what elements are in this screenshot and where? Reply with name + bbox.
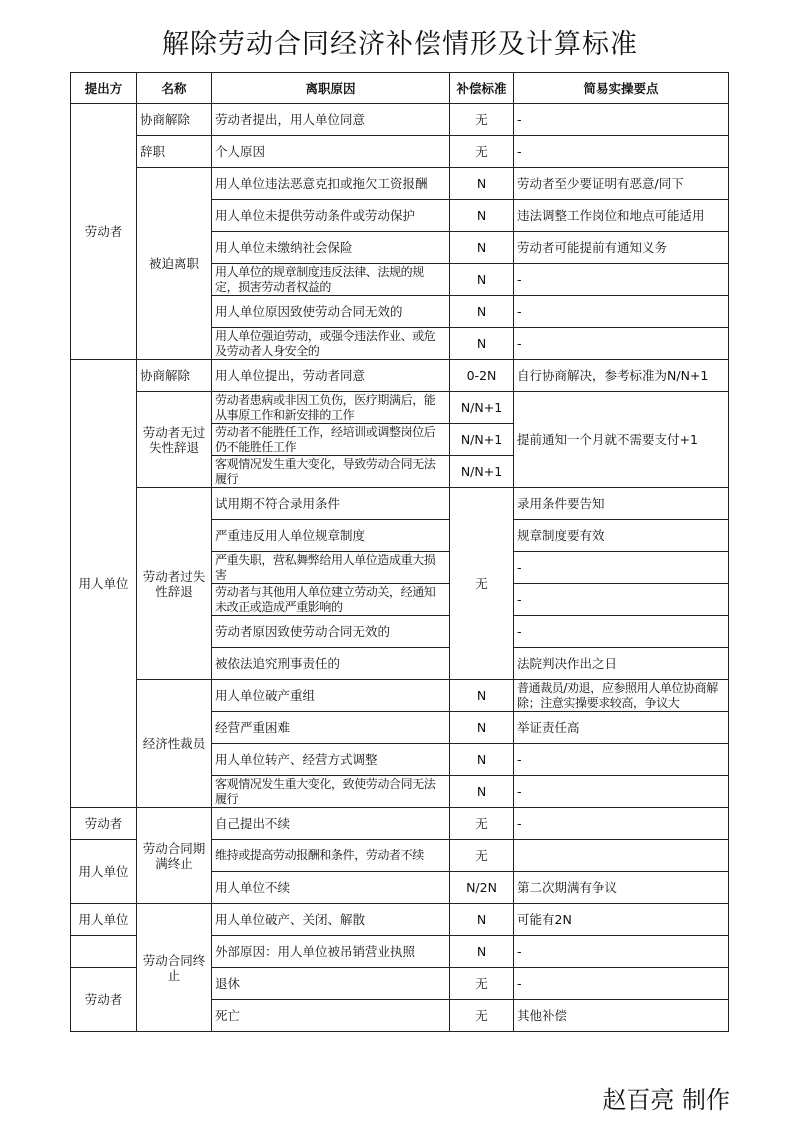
standard-cell: N: [450, 232, 514, 264]
party-cell: 劳动者: [71, 968, 137, 1032]
reason-cell: 劳动者与其他用人单位建立劳动关，经通知未改正或造成严重影响的: [212, 584, 450, 616]
compensation-table: [70, 72, 729, 1032]
header-standard: 补偿标准: [450, 73, 514, 104]
notes-cell: -: [514, 808, 729, 840]
header-notes: 简易实操要点: [514, 73, 729, 104]
notes-cell: -: [514, 584, 729, 616]
author-credit: 赵百亮 制作: [602, 1086, 730, 1114]
reason-cell: 客观情况发生重大变化，致使劳动合同无法履行: [212, 776, 450, 808]
notes-cell: [514, 840, 729, 872]
reason-cell: 维持或提高劳动报酬和条件，劳动者不续: [212, 840, 450, 872]
reason-cell: 外部原因：用人单位被吊销营业执照: [212, 936, 450, 968]
standard-cell: N: [450, 936, 514, 968]
name-cell: 劳动者无过失性辞退: [137, 392, 212, 488]
standard-cell: 无: [450, 808, 514, 840]
standard-cell: N: [450, 328, 514, 360]
reason-cell: 劳动者患病或非因工负伤，医疗期满后，能从事原工作和新安排的工作: [212, 392, 450, 424]
name-cell: 协商解除: [137, 104, 212, 136]
standard-cell: 无: [450, 104, 514, 136]
table-row: [71, 808, 729, 840]
notes-cell: 普通裁员/劝退，应参照用人单位协商解除；注意实操要求较高，争议大: [514, 680, 729, 712]
notes-cell: 第二次期满有争议: [514, 872, 729, 904]
notes-cell: 自行协商解决，参考标准为N/N+1: [514, 360, 729, 392]
notes-cell: 举证责任高: [514, 712, 729, 744]
name-cell: 劳动合同终止: [137, 904, 212, 1032]
standard-cell: 无: [450, 968, 514, 1000]
notes-cell: 录用条件要告知: [514, 488, 729, 520]
table-row: [71, 904, 729, 936]
name-cell: 经济性裁员: [137, 680, 212, 808]
table-row: [71, 136, 729, 168]
notes-cell: -: [514, 968, 729, 1000]
standard-cell: N: [450, 264, 514, 296]
table-row: [71, 360, 729, 392]
standard-cell: 0-2N: [450, 360, 514, 392]
party-cell: 劳动者: [71, 104, 137, 360]
standard-cell: N: [450, 296, 514, 328]
table-row: [71, 104, 729, 136]
reason-cell: 用人单位未缴纳社会保险: [212, 232, 450, 264]
notes-cell: -: [514, 296, 729, 328]
reason-cell: 劳动者不能胜任工作，经培训或调整岗位后仍不能胜任工作: [212, 424, 450, 456]
standard-cell: N/N+1: [450, 424, 514, 456]
notes-cell: -: [514, 104, 729, 136]
notes-cell: -: [514, 552, 729, 584]
party-cell-empty: [71, 936, 137, 968]
reason-cell: 严重违反用人单位规章制度: [212, 520, 450, 552]
reason-cell: 死亡: [212, 1000, 450, 1032]
standard-cell: N/N+1: [450, 456, 514, 488]
name-cell: 被迫离职: [137, 168, 212, 360]
reason-cell: 个人原因: [212, 136, 450, 168]
reason-cell: 退休: [212, 968, 450, 1000]
notes-cell: 法院判决作出之日: [514, 648, 729, 680]
name-cell: 辞职: [137, 136, 212, 168]
reason-cell: 用人单位不续: [212, 872, 450, 904]
reason-cell: 严重失职，营私舞弊给用人单位造成重大损害: [212, 552, 450, 584]
notes-cell: -: [514, 776, 729, 808]
standard-cell: N: [450, 904, 514, 936]
notes-cell: 可能有2N: [514, 904, 729, 936]
notes-cell: -: [514, 744, 729, 776]
name-cell: 劳动者过失性辞退: [137, 488, 212, 680]
table-row: [71, 680, 729, 712]
reason-cell: 用人单位原因致使劳动合同无效的: [212, 296, 450, 328]
standard-cell: N: [450, 712, 514, 744]
notes-cell: 提前通知一个月就不需要支付+1: [514, 392, 729, 488]
notes-cell: 违法调整工作岗位和地点可能适用: [514, 200, 729, 232]
name-cell: 劳动合同期满终止: [137, 808, 212, 904]
party-cell: 用人单位: [71, 360, 137, 808]
notes-cell: -: [514, 328, 729, 360]
notes-cell: 劳动者可能提前有通知义务: [514, 232, 729, 264]
standard-cell: N: [450, 200, 514, 232]
header-row: [71, 73, 729, 104]
reason-cell: 用人单位提出，劳动者同意: [212, 360, 450, 392]
table-row: [71, 488, 729, 520]
header-party: 提出方: [71, 73, 137, 104]
standard-cell: N/2N: [450, 872, 514, 904]
reason-cell: 经营严重困难: [212, 712, 450, 744]
notes-cell: 规章制度要有效: [514, 520, 729, 552]
document-title: 解除劳动合同经济补偿情形及计算标准: [162, 29, 638, 60]
notes-cell: -: [514, 136, 729, 168]
reason-cell: 自己提出不续: [212, 808, 450, 840]
reason-cell: 用人单位破产、关闭、解散: [212, 904, 450, 936]
table-row: [71, 168, 729, 200]
table-row: [71, 392, 729, 424]
party-cell: 劳动者: [71, 808, 137, 840]
notes-cell: 其他补偿: [514, 1000, 729, 1032]
header-reason: 离职原因: [212, 73, 450, 104]
reason-cell: 被依法追究刑事责任的: [212, 648, 450, 680]
standard-cell: 无: [450, 1000, 514, 1032]
reason-cell: 劳动者原因致使劳动合同无效的: [212, 616, 450, 648]
standard-cell: N: [450, 776, 514, 808]
reason-cell: 客观情况发生重大变化，导致劳动合同无法履行: [212, 456, 450, 488]
standard-cell: 无: [450, 488, 514, 680]
standard-cell: 无: [450, 840, 514, 872]
name-cell: 协商解除: [137, 360, 212, 392]
notes-cell: -: [514, 616, 729, 648]
standard-cell: N: [450, 168, 514, 200]
reason-cell: 用人单位违法恶意克扣或拖欠工资报酬: [212, 168, 450, 200]
reason-cell: 用人单位转产、经营方式调整: [212, 744, 450, 776]
standard-cell: N: [450, 680, 514, 712]
reason-cell: 劳动者提出，用人单位同意: [212, 104, 450, 136]
standard-cell: 无: [450, 136, 514, 168]
notes-cell: -: [514, 936, 729, 968]
notes-cell: 劳动者至少要证明有恶意/同下: [514, 168, 729, 200]
standard-cell: N: [450, 744, 514, 776]
header-name: 名称: [137, 73, 212, 104]
party-cell: 用人单位: [71, 840, 137, 904]
notes-cell: -: [514, 264, 729, 296]
reason-cell: 用人单位未提供劳动条件或劳动保护: [212, 200, 450, 232]
reason-cell: 试用期不符合录用条件: [212, 488, 450, 520]
reason-cell: 用人单位的规章制度违反法律、法规的规定，损害劳动者权益的: [212, 264, 450, 296]
reason-cell: 用人单位强迫劳动，或强令违法作业、或危及劳动者人身安全的: [212, 328, 450, 360]
standard-cell: N/N+1: [450, 392, 514, 424]
party-cell: 用人单位: [71, 904, 137, 936]
reason-cell: 用人单位破产重组: [212, 680, 450, 712]
